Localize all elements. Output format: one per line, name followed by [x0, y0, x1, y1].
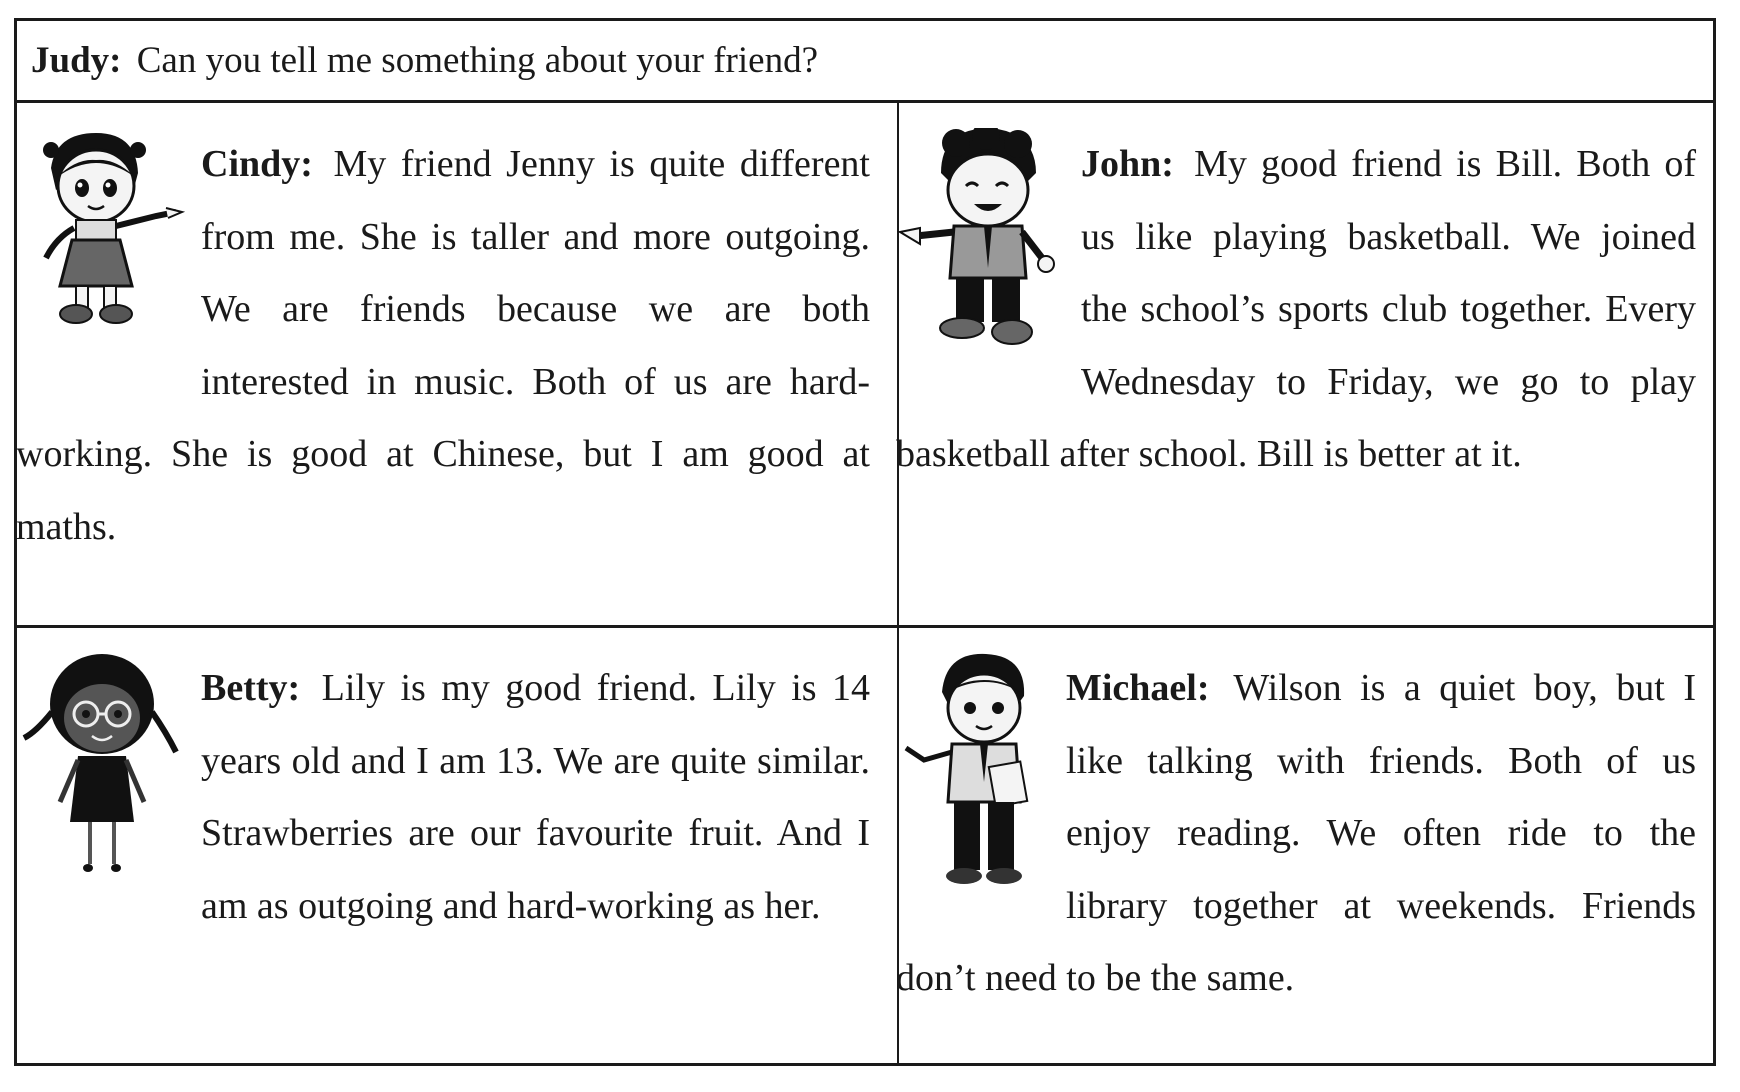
- judy-question: [31, 41, 818, 81]
- michael-text: Wilson is a quiet boy, but I like talking with friends. Both of us enjoy reading. We often ride to the library together at weekends. Friends don’t need to be the same.: [896, 667, 1696, 999]
- card-michael: [896, 652, 1696, 1032]
- girl-pointing-cartoon-icon: [16, 128, 201, 390]
- girl-with-glasses-cartoon-icon: [16, 652, 201, 914]
- boy-with-book-cartoon-icon: [896, 652, 1066, 914]
- speaker-name: Judy: [31, 40, 110, 81]
- card-cindy: [16, 128, 870, 568]
- boy-laughing-cartoon-icon: [896, 128, 1081, 390]
- row-divider: [17, 625, 1713, 628]
- speaker-colon: :: [1161, 143, 1174, 185]
- speaker-name: Betty: [201, 667, 288, 709]
- speaker-name: John: [1081, 143, 1162, 185]
- speaker-name: Michael: [1066, 667, 1197, 709]
- speaker-colon: :: [287, 667, 301, 709]
- card-john: [896, 128, 1696, 568]
- table-header-row: [17, 21, 1713, 103]
- speaker-colon: :: [300, 143, 313, 185]
- card-betty: [16, 652, 870, 1032]
- question-text: Can you tell me something about your friend?: [136, 40, 819, 81]
- speaker-colon: :: [1196, 667, 1210, 709]
- speaker-name: Cindy: [201, 143, 301, 185]
- betty-text: Lily is my good friend. Lily is 14 years old and I am 13. We are quite similar. Strawberries are our favourite fruit. And I am as outgoing and hard-working as her.: [201, 667, 871, 927]
- speaker-colon: :: [109, 40, 122, 81]
- cindy-text: My friend Jenny is quite different from me. She is taller and more outgoing. We are friends because we are both interested in music. Both of us are hard-working. She is good at Chinese, but I am good at maths.: [16, 143, 870, 548]
- john-text: My good friend is Bill. Both of us like playing basketball. We joined the school’s sports club together. Every Wednesday to Friday, we go to play basketball after school. Bill is better at it.: [896, 143, 1697, 475]
